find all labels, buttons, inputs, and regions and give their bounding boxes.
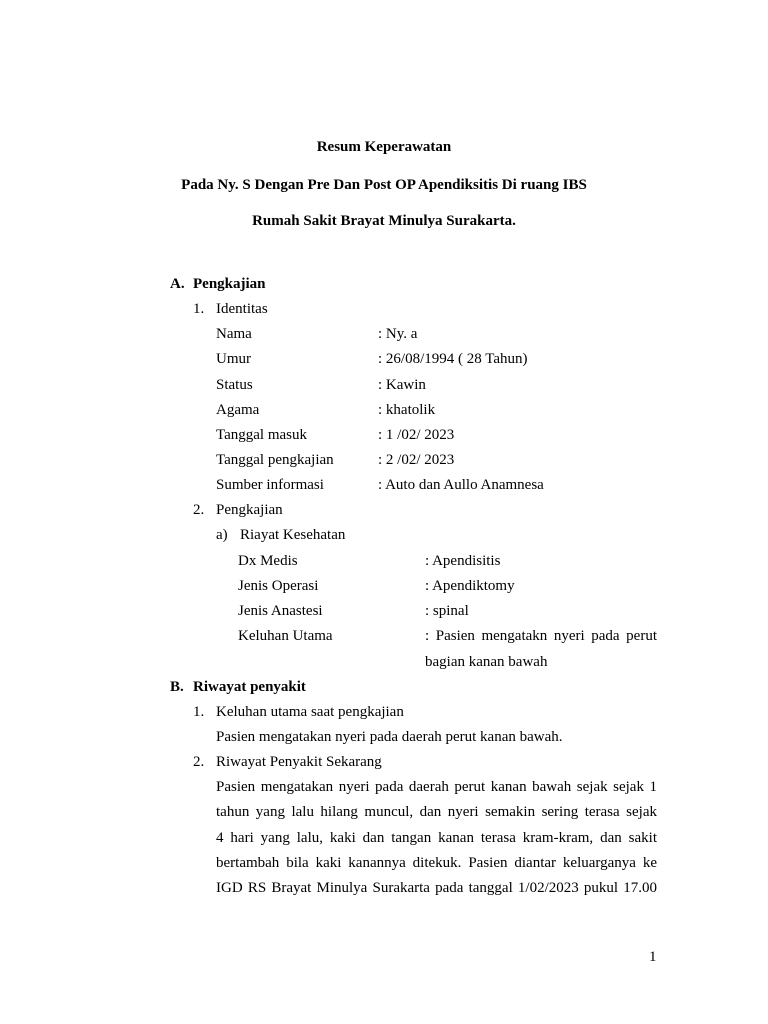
document-subtitle-1: Pada Ny. S Dengan Pre Dan Post OP Apendiksitis Di ruang IBS xyxy=(181,177,587,193)
field-value-agama: : khatolik xyxy=(378,402,436,418)
field-value-keluhan-utama-continued: bagian kanan bawah xyxy=(425,654,548,670)
section-b-item2-number: 2. xyxy=(193,754,205,770)
field-value-umur: : 26/08/1994 ( 28 Tahun) xyxy=(378,351,528,367)
section-a-item1-number: 1. xyxy=(193,301,205,317)
section-b-item1-title: Keluhan utama saat pengkajian xyxy=(216,704,404,720)
field-label-dx-medis: Dx Medis xyxy=(238,553,298,569)
section-a-title: Pengkajian xyxy=(193,276,266,292)
document-title: Resum Keperawatan xyxy=(316,139,452,155)
field-label-status: Status xyxy=(216,377,253,393)
section-b-item2-title: Riwayat Penyakit Sekarang xyxy=(216,754,382,770)
section-a-item2-title: Pengkajian xyxy=(216,502,283,518)
paragraph-line: IGD RS Brayat Minulya Surakarta pada tanggal 1/02/2023 pukul 17.00 xyxy=(216,880,657,896)
field-label-sumber-informasi: Sumber informasi xyxy=(216,477,324,493)
section-b-letter: B. xyxy=(170,679,184,695)
paragraph-line: Pasien mengatakan nyeri pada daerah perut kanan bawah sejak sejak 1 xyxy=(216,779,657,795)
section-a-item2-number: 2. xyxy=(193,502,205,518)
paragraph-line: tahun yang lalu hilang muncul, dan nyeri semakin sering terasa sejak xyxy=(216,804,657,820)
field-label-tanggal-pengkajian: Tanggal pengkajian xyxy=(216,452,334,468)
section-b-item1-number: 1. xyxy=(193,704,205,720)
page-number: 1 xyxy=(649,949,657,965)
field-value-nama: : Ny. a xyxy=(378,326,418,342)
field-label-umur: Umur xyxy=(216,351,251,367)
section-a-item1-title: Identitas xyxy=(216,301,268,317)
field-value-tanggal-pengkajian: : 2 /02/ 2023 xyxy=(378,452,455,468)
document-subtitle-2: Rumah Sakit Brayat Minulya Surakarta. xyxy=(252,213,516,229)
field-label-jenis-operasi: Jenis Operasi xyxy=(238,578,319,594)
field-label-keluhan-utama: Keluhan Utama xyxy=(238,628,333,644)
field-value-dx-medis: : Apendisitis xyxy=(425,553,501,569)
subsection-a-title: Riayat Kesehatan xyxy=(240,527,346,543)
field-label-tanggal-masuk: Tanggal masuk xyxy=(216,427,308,443)
subsection-a-letter: a) xyxy=(216,527,228,543)
section-b-item1-text: Pasien mengatakan nyeri pada daerah perut kanan bawah. xyxy=(216,729,563,745)
field-value-status: : Kawin xyxy=(378,377,426,393)
field-value-jenis-anastesi: : spinal xyxy=(425,603,469,619)
field-label-nama: Nama xyxy=(216,326,252,342)
field-label-agama: Agama xyxy=(216,402,260,418)
field-value-keluhan-utama: : Pasien mengatakn nyeri pada perut xyxy=(425,628,657,644)
field-value-sumber-informasi: : Auto dan Aullo Anamnesa xyxy=(378,477,544,493)
section-a-letter: A. xyxy=(170,276,185,292)
section-b-title: Riwayat penyakit xyxy=(193,679,306,695)
field-value-jenis-operasi: : Apendiktomy xyxy=(425,578,515,594)
paragraph-line: 4 hari yang lalu, kaki dan tangan kanan terasa kram-kram, dan sakit xyxy=(216,830,657,846)
field-label-jenis-anastesi: Jenis Anastesi xyxy=(238,603,323,619)
field-value-tanggal-masuk: : 1 /02/ 2023 xyxy=(378,427,455,443)
paragraph-line: bertambah bila kaki kanannya ditekuk. Pasien diantar keluarganya ke xyxy=(216,855,657,871)
